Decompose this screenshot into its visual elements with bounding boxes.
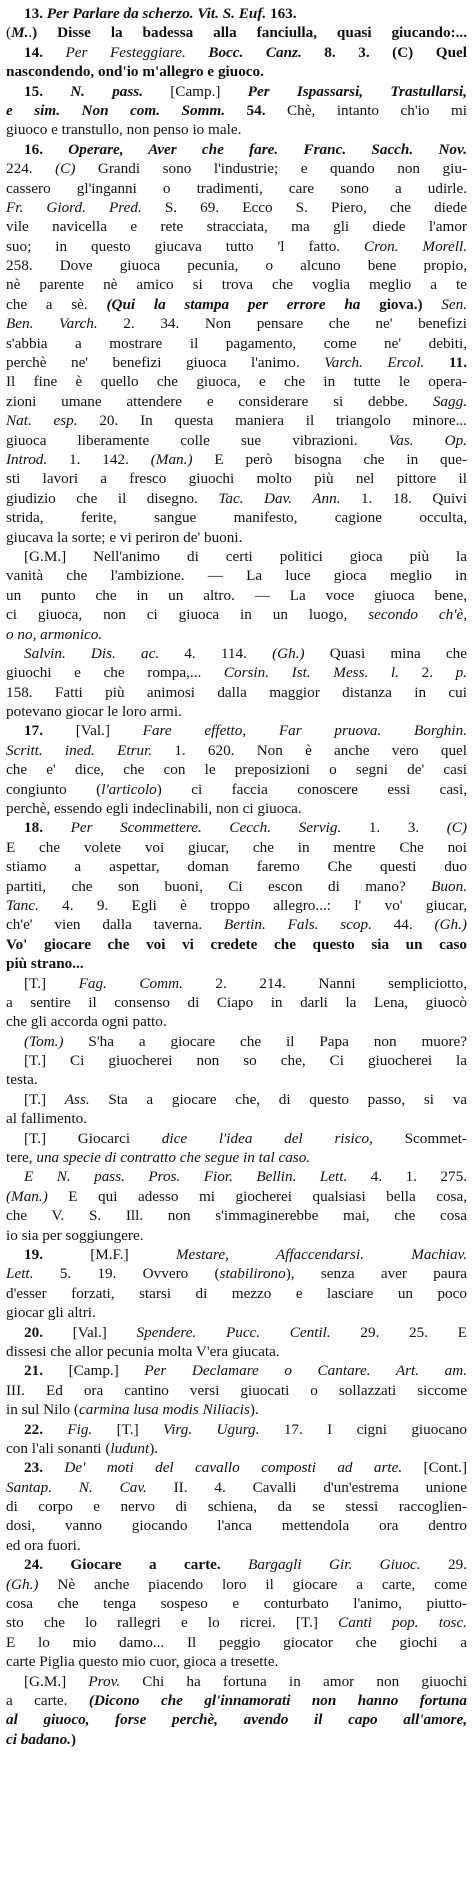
text-segment: Grandi sono l'industrie; e quando non giu-	[97, 160, 467, 178]
text-segment: Scritt. ined. Etrur.	[6, 741, 175, 759]
text-segment: stiamo a aspettar, doman faremo Che questi duo	[6, 858, 467, 876]
text-segment: 158. Fatti più animosi dalla maggior distanza in cui	[6, 683, 467, 701]
text-segment: 19.	[24, 1246, 91, 1263]
text-segment: Lett.	[6, 1265, 60, 1283]
text-line	[6, 392, 467, 411]
text-segment: 2. 214. Nanni sempliciotto,	[215, 974, 467, 992]
text-segment: Santap. N. Cav.	[6, 1478, 174, 1496]
text-segment: congiunto (	[6, 780, 102, 798]
text-line	[6, 1051, 467, 1070]
text-line	[6, 1536, 467, 1555]
text-segment: Per Declamare o Cantare. Art. am.	[144, 1362, 467, 1380]
text-line	[6, 780, 467, 799]
text-segment: che V. S. Ill. non s'immaginerebbe mai, che cosa	[6, 1207, 467, 1225]
text-segment: Sagg.	[432, 392, 467, 410]
text-line	[6, 1652, 467, 1671]
text-line	[6, 334, 467, 353]
text-segment: Fr. Giord. Pred.	[6, 198, 165, 216]
text-segment: 54.	[246, 101, 288, 119]
text-segment: al giuoco, forse perchè, avendo il capo all'amore,	[6, 1711, 467, 1729]
text-segment: 5. 19. Ovvero (	[59, 1265, 220, 1283]
text-segment: potevano giocar le loro armi.	[6, 703, 182, 721]
text-segment: De' moti del cavallo composti ad arte.	[64, 1459, 424, 1477]
text-line	[6, 1090, 467, 1109]
text-segment: Prov.	[88, 1672, 143, 1690]
text-line	[6, 799, 467, 818]
text-line	[6, 1070, 467, 1089]
text-line	[6, 431, 467, 450]
text-segment: carmina lusa modis Niliacis	[79, 1401, 250, 1419]
text-segment: Nè anche piacendo loro il giocare a carte, come	[57, 1575, 467, 1593]
text-segment: che e' dice, che con le preposizioni o segni de' casi	[6, 761, 467, 779]
text-segment: Quasi mina che	[329, 644, 467, 662]
text-segment: 4. 9. Egli è troppo allegro...: l' vo' giucar,	[62, 896, 467, 914]
text-segment: 15.	[24, 82, 71, 100]
text-line	[6, 159, 467, 178]
text-line	[6, 469, 467, 488]
text-segment: 22.	[24, 1420, 68, 1438]
text-line	[6, 915, 467, 934]
text-segment: ).	[249, 1401, 259, 1419]
text-segment: (C)	[446, 819, 467, 837]
text-segment: Virg. Ugurg.	[163, 1420, 284, 1438]
text-segment: Ass.	[64, 1090, 109, 1108]
text-segment: III. Ed ora cantino versi giuocati o sollazzati siccome	[6, 1381, 467, 1399]
text-line	[6, 818, 467, 837]
text-segment: Buon.	[431, 877, 467, 895]
text-segment: (Gh.)	[434, 916, 467, 934]
text-line	[6, 62, 467, 81]
text-segment: Tanc.	[6, 896, 63, 914]
text-segment: 16.	[24, 140, 69, 158]
text-segment: Introd.	[6, 450, 70, 468]
text-line	[6, 1381, 467, 1400]
text-segment: una specie di contratto che segue in tal caso.	[36, 1149, 311, 1167]
text-segment: secondo ch'è,	[368, 606, 467, 624]
text-segment: cosa che tenga sospeso e conturbato l'animo, piutto-	[6, 1595, 467, 1613]
text-segment: Cron. Morell.	[364, 237, 467, 255]
text-line	[6, 1516, 467, 1535]
text-segment: testa.	[6, 1071, 38, 1089]
text-segment: 2. 34. Non pensare che ne' benefizi	[123, 315, 467, 333]
text-line	[6, 1148, 467, 1167]
text-segment: 2.	[421, 664, 456, 682]
text-segment: E che volete voi giucar, che in mentre Che noi	[6, 838, 467, 856]
text-segment: più strano...	[6, 955, 84, 973]
text-segment: 21.	[24, 1362, 69, 1380]
text-segment: [G.M.]	[24, 1672, 89, 1690]
text-line	[6, 198, 467, 217]
text-segment: cassero gl'inganni o tradimenti, care sono a udirle.	[6, 179, 467, 197]
text-segment: di corpo e nervo di schiena, da se stessi raccoglien-	[6, 1498, 467, 1516]
text-segment: 23.	[24, 1459, 65, 1477]
text-line	[6, 1323, 467, 1342]
text-segment: S. 69. Ecco S. Piero, che diede	[164, 198, 467, 216]
text-segment: che gli accorda ogni patto.	[6, 1013, 167, 1031]
text-segment: ci badano.	[6, 1730, 71, 1748]
text-segment: (Dicono che gl'innamorati non hanno fortuna	[88, 1691, 467, 1709]
text-segment: (Qui la stampa per errore ha	[106, 295, 380, 313]
text-line	[6, 508, 467, 527]
text-line	[6, 1594, 467, 1613]
text-segment: Vas. Op.	[388, 431, 467, 449]
text-segment: Per Scommettere. Cecch. Servig.	[70, 819, 369, 837]
text-segment: II. 4. Cavalli d'un'estrema unione	[173, 1478, 467, 1496]
text-segment: E qui adesso mi giocherei qualsiasi bella cosa,	[68, 1187, 467, 1205]
text-segment: 29.	[448, 1556, 467, 1574]
text-segment: [G.M.] Nell'animo di certi politici gioca più la	[24, 547, 467, 565]
text-segment: (Tom.)	[24, 1032, 89, 1050]
text-segment: Per Festeggiare.	[65, 43, 209, 61]
text-line	[6, 721, 467, 740]
text-segment: io sia per soggiungere.	[6, 1226, 144, 1244]
text-segment: dosi, vanno giocando l'anca mettendola ora dentro	[6, 1517, 467, 1535]
text-line	[6, 1361, 467, 1380]
text-segment: [Camp.]	[170, 82, 248, 100]
text-line	[6, 663, 467, 682]
text-line	[6, 1575, 467, 1594]
text-segment: ed ora fuori.	[6, 1536, 81, 1554]
text-segment: giuoco e transtullo, non penso io male.	[6, 121, 242, 139]
text-segment: sti lavori a fresco giuochi molto più nel pittore il	[6, 470, 467, 488]
text-line	[6, 1109, 467, 1128]
text-segment: 13.	[24, 5, 47, 22]
text-line	[6, 1342, 467, 1361]
text-line	[6, 372, 467, 391]
text-segment: Spendere. Pucc. Centil.	[136, 1323, 361, 1341]
text-segment: Sta a giocare che, di questo passo, si va	[108, 1090, 467, 1108]
text-segment: perchè ne' benefizi giuoca l'animo.	[6, 354, 325, 372]
text-line	[6, 760, 467, 779]
text-line	[6, 1478, 467, 1497]
text-line	[6, 179, 467, 198]
text-segment: 4. 1. 275.	[370, 1168, 467, 1186]
text-line	[6, 256, 467, 275]
text-segment: Canti pop. tosc.	[338, 1614, 467, 1632]
text-segment: giudizio che il disegno.	[6, 489, 219, 507]
text-line	[6, 1613, 467, 1632]
text-segment: Sen.	[441, 295, 467, 313]
text-segment: ), senza aver paura	[285, 1265, 467, 1283]
text-line	[6, 1420, 467, 1439]
text-segment: N. pass.	[70, 82, 171, 100]
text-line	[6, 625, 467, 644]
text-segment: Mestare, Affaccendarsi. Machiav.	[175, 1246, 467, 1263]
text-line	[6, 43, 467, 62]
text-segment: stabilirono	[219, 1265, 286, 1283]
text-segment: 29. 25. E	[360, 1323, 467, 1341]
text-segment: che a sè.	[6, 295, 107, 313]
text-line	[6, 877, 467, 896]
text-line	[6, 954, 467, 973]
text-line	[6, 1497, 467, 1516]
text-segment: giucava la sorte; e vi periron de' buoni.	[6, 528, 243, 546]
text-segment: al fallimento.	[6, 1110, 87, 1128]
text-line	[6, 1710, 467, 1729]
text-line	[6, 1672, 467, 1691]
text-segment: ) ci faccia conoscere essi casi,	[156, 780, 467, 798]
text-segment: dissesi che allor pecunia molta V'era giucata.	[6, 1342, 280, 1360]
text-segment: carte Piglia questo mio cuor, gioca a tresette.	[6, 1653, 279, 1671]
text-segment: Operare, Aver che fare. Franc. Sacch. Nov.	[68, 140, 467, 158]
text-segment: e sim. Non com. Somm.	[6, 101, 247, 119]
text-segment: [T.] Giocarci	[24, 1129, 162, 1147]
text-segment: E però bisogna che in que-	[214, 450, 467, 468]
text-segment: [Val.]	[75, 722, 143, 740]
text-segment: Varch. Ercol.	[324, 354, 449, 372]
text-segment: Fag. Comm.	[78, 974, 216, 992]
text-segment: Corsin. Ist. Mess. l.	[223, 664, 422, 682]
text-line	[6, 1555, 467, 1574]
text-segment: 258. Dove giuoca pecunia, o alcuno bene propio,	[6, 257, 467, 275]
text-segment: ludunt	[110, 1439, 150, 1457]
text-segment: ch'e' vien dalla taverna.	[6, 916, 225, 934]
text-line	[6, 1633, 467, 1652]
text-line	[6, 1226, 467, 1245]
text-segment: 1. 18. Quivi	[361, 489, 467, 507]
text-segment: [Cont.]	[423, 1459, 467, 1477]
text-segment: [T.]	[116, 1420, 164, 1438]
text-segment: un punto che in un altro. — La voce giuoca bene,	[6, 586, 467, 604]
text-line	[6, 1458, 467, 1477]
text-line	[6, 586, 467, 605]
text-line	[6, 993, 467, 1012]
text-line	[6, 353, 467, 372]
text-segment: [T.]	[24, 974, 79, 992]
text-segment: Per Ispassarsi, Trastullarsi,	[247, 82, 467, 100]
text-line	[6, 450, 467, 469]
text-segment: (Man.)	[150, 450, 215, 468]
text-segment: l'articolo	[101, 780, 157, 798]
text-line	[6, 411, 467, 430]
text-segment: 17. I cigni giuocano	[283, 1420, 467, 1438]
text-line	[6, 741, 467, 760]
text-segment: dice l'idea del risico,	[161, 1129, 405, 1147]
text-segment: 1. 142.	[69, 450, 151, 468]
text-line	[6, 683, 467, 702]
text-segment: con l'ali sonanti (	[6, 1439, 111, 1457]
text-line	[6, 295, 467, 314]
text-line	[6, 605, 467, 624]
text-line	[6, 528, 467, 547]
text-segment: 1. 3.	[368, 819, 447, 837]
text-segment: Scommet-	[404, 1129, 467, 1147]
text-segment: 11.	[448, 354, 467, 372]
text-line	[6, 974, 467, 993]
text-segment: S'ha a giocare che il Papa non muore?	[88, 1032, 467, 1050]
text-segment: strida, ferite, sangue manifesto, cagione occulta,	[6, 509, 467, 527]
text-segment: d'esser forzati, starsi di mezzo e lasciare un poco	[6, 1284, 467, 1302]
text-segment: (Gh.)	[6, 1575, 58, 1593]
text-segment: ci giuoca, non ci giuoca in un luogo,	[6, 606, 369, 624]
text-line	[6, 1303, 467, 1322]
text-line	[6, 1032, 467, 1051]
text-line	[6, 1245, 467, 1264]
text-line	[6, 275, 467, 294]
text-segment: giuochi e che rompa,...	[6, 664, 224, 682]
text-segment: Bertin. Fals. scop.	[224, 916, 394, 934]
text-segment: [M.F.]	[90, 1246, 176, 1263]
text-segment: )	[70, 1730, 77, 1748]
text-line	[6, 120, 467, 139]
text-line	[6, 838, 467, 857]
text-line	[6, 489, 467, 508]
text-line	[6, 702, 467, 721]
text-segment: Il fine è quello che giuoca, e che in tutte le opera-	[6, 373, 467, 391]
text-line	[6, 1264, 467, 1283]
text-line	[6, 1284, 467, 1303]
text-line	[6, 547, 467, 566]
text-segment: vile navicella e rete stracciata, ma gli diede l'amor	[6, 218, 467, 236]
text-segment: nascondendo, ond'io m'allegro e giuoco.	[6, 63, 264, 81]
text-segment: 17.	[24, 722, 76, 740]
text-segment: [Camp.]	[68, 1362, 145, 1380]
text-segment: 4. 114.	[184, 644, 273, 662]
text-segment: Vo' giocare che voi vi credete che questo sia un caso	[6, 935, 467, 953]
text-line	[6, 857, 467, 876]
text-segment: 24. Giocare a carte.	[24, 1556, 249, 1574]
text-segment: [Val.]	[72, 1323, 137, 1341]
text-segment: Tac. Dav. Ann.	[218, 489, 361, 507]
text-line	[6, 1187, 467, 1206]
text-segment: Chè, intanto ch'io mi	[287, 101, 467, 119]
text-segment: (Man.)	[6, 1187, 69, 1205]
text-segment: 1. 620. Non è anche vero quel	[174, 741, 467, 759]
text-segment: Nat. esp.	[6, 412, 100, 430]
text-line	[6, 1400, 467, 1419]
text-line	[6, 82, 467, 101]
text-segment: zioni umane attendere e considerare si debbe.	[6, 392, 433, 410]
text-segment: sto che lo rallegri e lo ricrei. [T.]	[6, 1614, 339, 1632]
text-line	[6, 4, 467, 23]
text-segment: giova.)	[379, 295, 442, 313]
text-line	[6, 1129, 467, 1148]
text-segment: Salvin. Dis. ac.	[24, 644, 185, 662]
text-segment: giocar gli altri.	[6, 1304, 96, 1322]
text-segment: vanità che l'ambizione. — La luce gioca meglio in	[6, 567, 467, 585]
text-segment: perchè, essendo egli indeclinabili, non ci giuoca.	[6, 800, 302, 818]
text-segment: tere,	[6, 1149, 37, 1167]
text-line	[6, 1012, 467, 1031]
text-segment: Ben. Varch.	[6, 315, 124, 333]
text-segment: 20. In questa maniera il triangolo minore...	[99, 412, 467, 430]
text-segment: Bargagli Gir. Giuoc.	[248, 1556, 449, 1574]
text-segment: 44.	[393, 916, 435, 934]
text-segment: 163.	[269, 5, 297, 22]
text-line	[6, 1691, 467, 1710]
text-line	[6, 566, 467, 585]
text-segment: Fare effetto, Far pruova. Borghin.	[142, 722, 467, 740]
text-segment: Chi ha fortuna in amor non giuochi	[142, 1672, 467, 1690]
text-segment: in sul Nilo (	[6, 1401, 79, 1419]
text-segment: Per Parlare da scherzo. Vit. S. Euf.	[46, 5, 270, 22]
text-line	[6, 217, 467, 236]
text-segment: 18.	[24, 819, 71, 837]
text-line	[6, 896, 467, 915]
text-segment: s'abbia a mostrare il pagamento, come ne' debiti,	[6, 334, 467, 352]
text-line	[6, 23, 467, 42]
text-line	[6, 644, 467, 663]
text-segment: .	[28, 24, 33, 42]
text-line	[6, 314, 467, 333]
text-segment: [T.]	[24, 1090, 65, 1108]
text-segment: o no, armonico.	[6, 625, 103, 643]
text-segment: (Gh.)	[272, 644, 330, 662]
text-segment: a carte.	[6, 1691, 89, 1709]
text-segment: 20.	[24, 1323, 73, 1341]
text-segment: (C)	[55, 160, 98, 178]
text-line	[6, 1206, 467, 1225]
text-segment: Fig.	[67, 1420, 117, 1438]
text-segment: E lo mio damo... Il peggio giocator che giochi a	[6, 1633, 467, 1651]
text-segment: Bocc. Canz.	[208, 43, 325, 61]
text-segment: giuoca liberamente colle sue vibrazioni.	[6, 431, 389, 449]
text-segment: nè parente nè amico si trova che voglia meglio a te	[6, 276, 467, 294]
text-line	[6, 1167, 467, 1186]
text-line	[6, 101, 467, 120]
text-segment: ) Disse la badessa alla fanciulla, quasi giucando:...	[32, 24, 467, 42]
text-segment: 224.	[6, 160, 56, 178]
text-segment: M.	[11, 24, 29, 42]
text-segment: suo; in questo giucava tutto 'l fatto.	[6, 237, 365, 255]
text-segment: partiti, che son buoni, Ci escon di mano?	[6, 877, 432, 895]
text-segment: 8. 3. (C) Quel	[324, 43, 467, 61]
text-line	[6, 140, 467, 159]
text-line	[6, 1439, 467, 1458]
text-line	[6, 935, 467, 954]
text-line	[6, 237, 467, 256]
text-segment: 14.	[24, 43, 66, 61]
text-segment: ).	[149, 1439, 159, 1457]
text-segment: E N. pass. Pros. Fior. Bellin. Lett.	[24, 1168, 371, 1186]
text-segment: p.	[455, 664, 467, 682]
text-line	[6, 1730, 467, 1749]
text-segment: a sentire il consenso di Ciapo in darli la Lena, giuocò	[6, 993, 467, 1011]
text-segment: [T.] Ci giuocherei non so che, Ci giuocherei la	[24, 1052, 467, 1070]
text-segment: (	[6, 24, 12, 42]
